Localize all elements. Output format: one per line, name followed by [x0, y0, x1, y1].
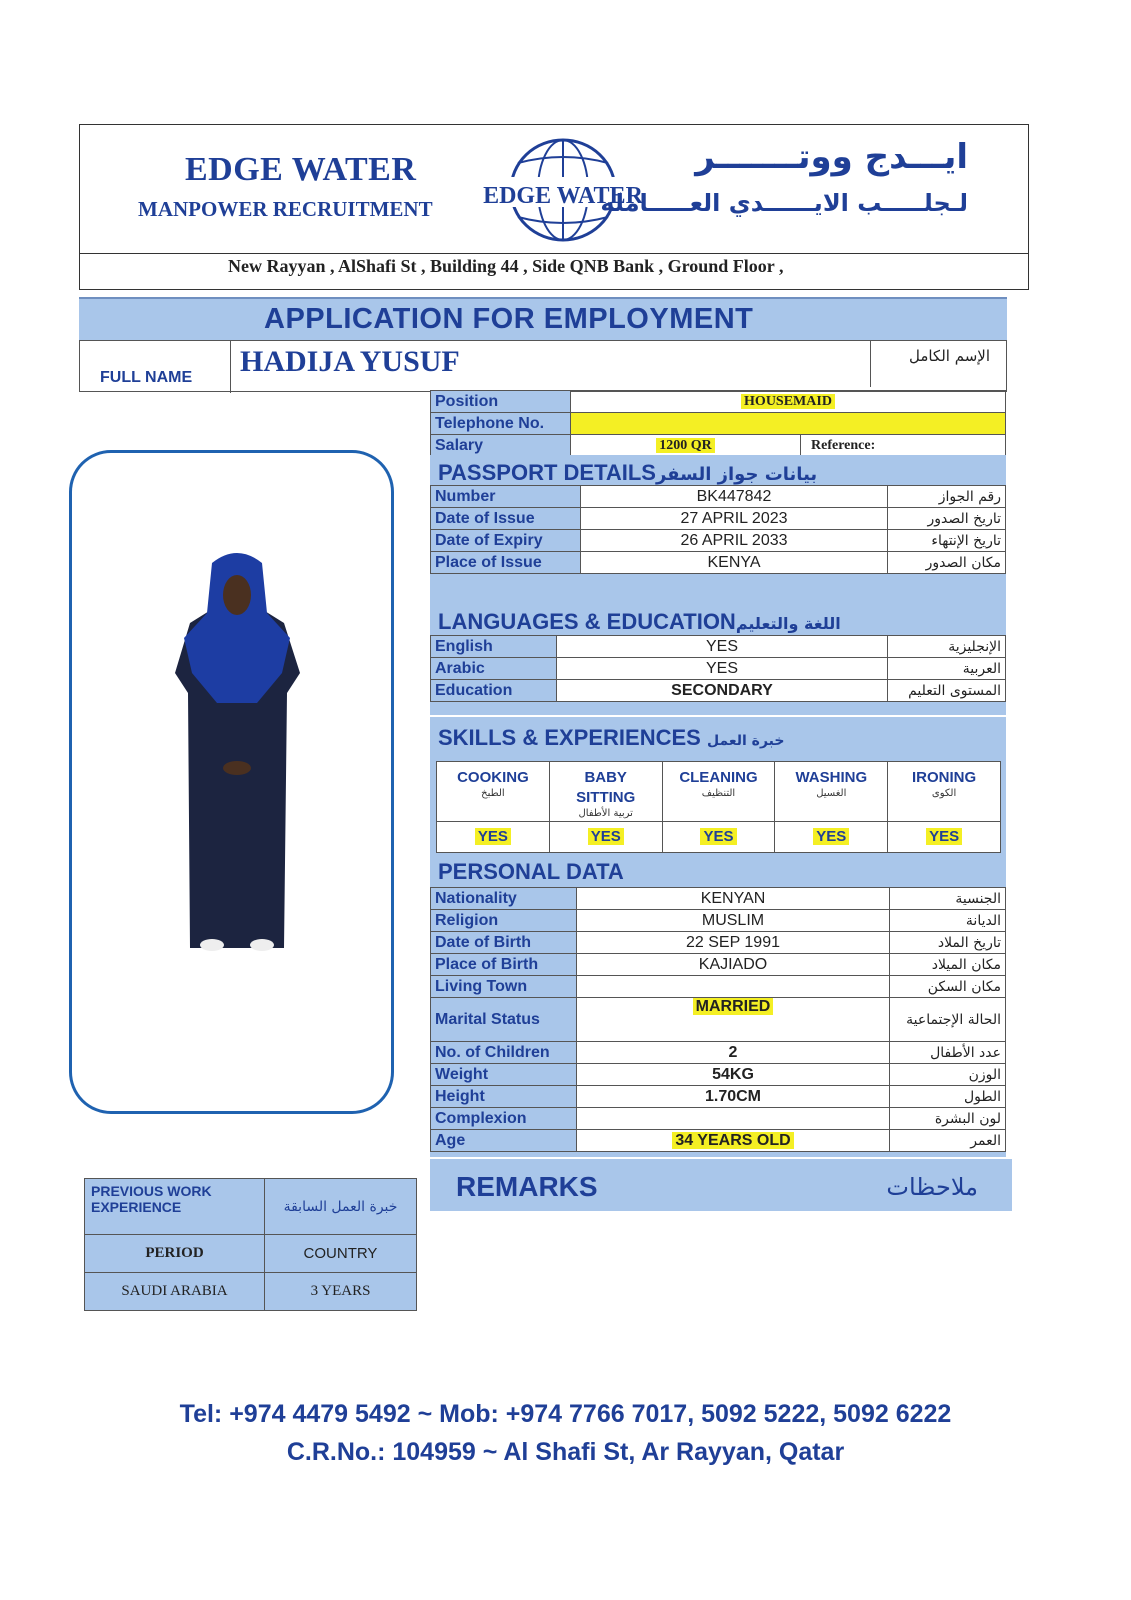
skill-name: IRONING — [912, 769, 977, 786]
personal-row — [431, 1130, 1006, 1152]
personal-value: MARRIED — [577, 998, 890, 1042]
company-name-en: EDGE WATER — [185, 151, 417, 188]
language-row — [431, 636, 1006, 658]
passport-label: Number — [431, 486, 581, 508]
language-row — [431, 658, 1006, 680]
skills-section — [430, 717, 1006, 857]
telephone-label: Telephone No. — [431, 413, 571, 435]
personal-row — [431, 888, 1006, 910]
personal-value: 34 YEARS OLD — [577, 1130, 890, 1152]
skill-cooking — [437, 762, 550, 852]
skill-name-ar: الغسيل — [816, 788, 847, 799]
passport-row — [431, 552, 1006, 574]
language-ar-label: العربية — [888, 658, 1006, 680]
address-bar: New Rayyan , AlShafi St , Building 44 , Side QNB Bank , Ground Floor , — [79, 250, 1029, 290]
applicant-photo-frame — [69, 450, 394, 1114]
full-name-row — [79, 340, 1007, 392]
footer-line-1: Tel: +974 4479 5492 ~ Mob: +974 7766 7017, 5092 5222, 5092 6222 — [179, 1400, 952, 1428]
personal-row — [431, 976, 1006, 998]
personal-value: 1.70CM — [577, 1086, 890, 1108]
personal-title: PERSONAL DATA — [438, 859, 624, 884]
passport-ar-label: تاريخ الصدور — [888, 508, 1006, 530]
personal-label: No. of Children — [431, 1042, 577, 1064]
skill-name-ar: الطبخ — [481, 788, 505, 799]
skills-title: SKILLS & EXPERIENCES خبرة العمل — [438, 725, 785, 750]
personal-label: Weight — [431, 1064, 577, 1086]
language-ar-label: الإنجليزية — [888, 636, 1006, 658]
position-label: Position — [431, 391, 571, 413]
personal-value: 22 SEP 1991 — [577, 932, 890, 954]
company-tagline-en: MANPOWER RECRUITMENT — [138, 197, 433, 221]
passport-ar-label: تاريخ الإنتهاء — [888, 530, 1006, 552]
skill-name-ar: التنظيف — [701, 788, 736, 799]
skill-value: YES — [888, 821, 1000, 852]
passport-value: 27 APRIL 2023 — [581, 508, 888, 530]
remarks-title-ar: ملاحظات — [886, 1173, 978, 1201]
personal-label: Nationality — [431, 888, 577, 910]
full-name-label: FULL NAME — [100, 369, 193, 386]
full-name-value: HADIJA YUSUF — [240, 345, 460, 378]
personal-ar-label: الجنسية — [890, 888, 1006, 910]
skill-value: YES — [775, 821, 887, 852]
skills-grid — [436, 761, 1001, 853]
skill-name: CLEANING — [679, 769, 758, 786]
personal-label: Age — [431, 1130, 577, 1152]
passport-row — [431, 530, 1006, 552]
passport-table — [430, 485, 1006, 574]
personal-row — [431, 1086, 1006, 1108]
personal-row — [431, 1064, 1006, 1086]
personal-ar-label: لون البشرة — [890, 1108, 1006, 1130]
reference-label: Reference: — [801, 435, 1006, 457]
skill-name: COOKING — [457, 769, 529, 786]
language-row — [431, 680, 1006, 702]
personal-value: KAJIADO — [577, 954, 890, 976]
personal-label: Living Town — [431, 976, 577, 998]
skill-baby-sitting — [550, 762, 663, 852]
language-ar-label: المستوى التعليم — [888, 680, 1006, 702]
passport-row — [431, 508, 1006, 530]
col-country: COUNTRY — [265, 1235, 417, 1273]
skill-name-ar: الكوى — [931, 788, 957, 799]
personal-label: Place of Birth — [431, 954, 577, 976]
skill-ironing — [888, 762, 1000, 852]
personal-ar-label: العمر — [890, 1130, 1006, 1152]
skill-washing — [775, 762, 888, 852]
personal-ar-label: مكان الميلاد — [890, 954, 1006, 976]
personal-ar-label: مكان السكن — [890, 976, 1006, 998]
work-country: 3 YEARS — [265, 1273, 417, 1311]
col-period: PERIOD — [85, 1235, 265, 1273]
personal-row — [431, 1108, 1006, 1130]
skill-value: YES — [663, 821, 775, 852]
skill-name-ar: تربية الأطفال — [578, 808, 633, 819]
salary-value: 1200 QR — [571, 435, 801, 457]
personal-value — [577, 1108, 890, 1130]
passport-ar-label: مكان الصدور — [888, 552, 1006, 574]
personal-section — [430, 857, 1006, 1157]
personal-value: 2 — [577, 1042, 890, 1064]
language-label: Arabic — [431, 658, 557, 680]
logo-text: EDGE WATER — [483, 183, 643, 209]
passport-label: Date of Issue — [431, 508, 581, 530]
personal-value — [577, 976, 890, 998]
job-table — [430, 390, 1006, 457]
previous-work-title-ar: خبرة العمل السابقة — [265, 1179, 417, 1235]
languages-table — [430, 635, 1006, 702]
personal-row — [431, 932, 1006, 954]
passport-label: Place of Issue — [431, 552, 581, 574]
personal-value: KENYAN — [577, 888, 890, 910]
passport-value: 26 APRIL 2033 — [581, 530, 888, 552]
passport-value: BK447842 — [581, 486, 888, 508]
salary-label: Salary — [431, 435, 571, 457]
personal-value: 54KG — [577, 1064, 890, 1086]
personal-label: Date of Birth — [431, 932, 577, 954]
skill-cleaning — [663, 762, 776, 852]
passport-section — [430, 455, 1006, 589]
skill-value: YES — [550, 821, 662, 852]
personal-row — [431, 910, 1006, 932]
language-label: Education — [431, 680, 557, 702]
passport-ar-label: رقم الجواز — [888, 486, 1006, 508]
personal-ar-label: الديانة — [890, 910, 1006, 932]
remarks-band — [430, 1159, 1012, 1211]
remarks-title: REMARKS — [456, 1171, 598, 1202]
personal-table — [430, 887, 1006, 1152]
personal-row — [431, 1042, 1006, 1064]
languages-section — [430, 589, 1006, 715]
position-value: HOUSEMAID — [571, 391, 1006, 413]
full-name-ar-label: الإسم الكامل — [908, 347, 990, 365]
personal-label: Marital Status — [431, 998, 577, 1042]
personal-ar-label: عدد الأطفال — [890, 1042, 1006, 1064]
personal-row — [431, 998, 1006, 1042]
language-value: SECONDARY — [557, 680, 888, 702]
footer-line-2: C.R.No.: 104959 ~ Al Shafi St, Ar Rayyan, Qatar — [286, 1438, 845, 1466]
language-value: YES — [557, 636, 888, 658]
personal-ar-label: الحالة الإجتماعية — [890, 998, 1006, 1042]
letterhead — [79, 124, 1029, 254]
language-label: English — [431, 636, 557, 658]
personal-label: Complexion — [431, 1108, 577, 1130]
personal-value: MUSLIM — [577, 910, 890, 932]
skill-name: BABY SITTING — [576, 769, 636, 806]
languages-title: LANGUAGES & EDUCATIONاللغة والتعليم — [438, 609, 841, 634]
passport-title: PASSPORT DETAILSبيانات جواز السفر — [438, 460, 818, 485]
personal-ar-label: الوزن — [890, 1064, 1006, 1086]
form-title: APPLICATION FOR EMPLOYMENT — [264, 303, 754, 335]
previous-work-table — [84, 1178, 417, 1311]
previous-work-title: PREVIOUS WORK EXPERIENCE — [85, 1179, 265, 1235]
applicant-photo — [172, 553, 302, 953]
personal-row — [431, 954, 1006, 976]
personal-label: Religion — [431, 910, 577, 932]
passport-row — [431, 486, 1006, 508]
skill-value: YES — [437, 821, 549, 852]
passport-value: KENYA — [581, 552, 888, 574]
language-value: YES — [557, 658, 888, 680]
company-tagline-ar: لـجلـــــب الايــــــدي العـــــامله — [600, 189, 968, 217]
work-period: SAUDI ARABIA — [85, 1273, 265, 1311]
company-name-ar: ايـــدج ووتـــــــر — [695, 137, 968, 177]
personal-label: Height — [431, 1086, 577, 1108]
personal-ar-label: تاريخ الملاد — [890, 932, 1006, 954]
skill-name: WASHING — [795, 769, 868, 786]
personal-ar-label: الطول — [890, 1086, 1006, 1108]
telephone-value — [571, 413, 1006, 435]
form-title-band — [79, 297, 1007, 341]
passport-label: Date of Expiry — [431, 530, 581, 552]
